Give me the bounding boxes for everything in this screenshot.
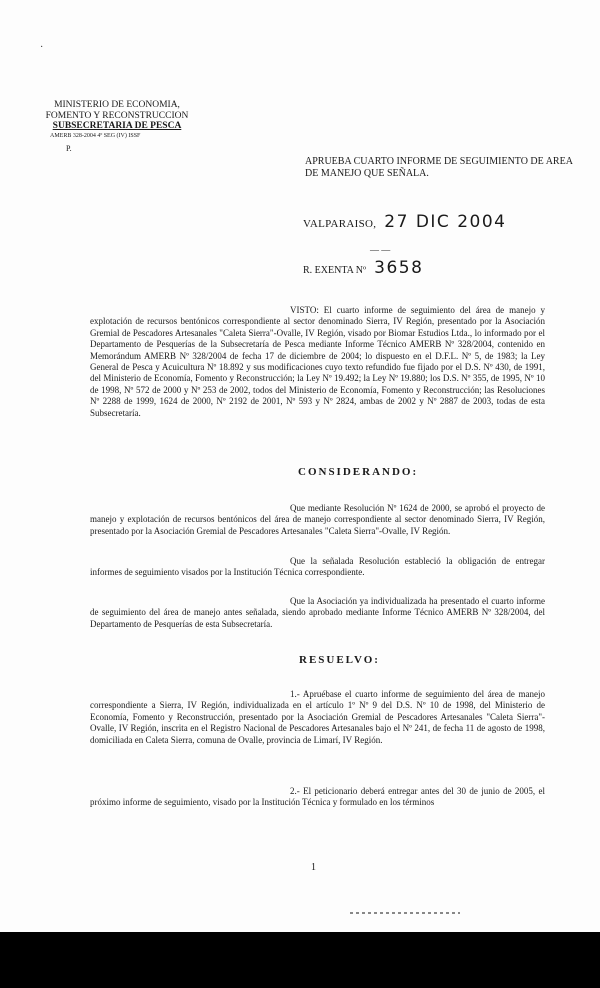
considerando-heading: CONSIDERANDO: <box>298 466 419 478</box>
document-subject: APRUEBA CUARTO INFORME DE SEGUIMIENTO DE AREA DE MANEJO QUE SEÑALA. <box>305 156 573 179</box>
date-stamp: 27 DIC 2004 <box>384 212 507 232</box>
scan-artifact <box>350 912 460 914</box>
ministry-line: MINISTERIO DE ECONOMIA, <box>54 100 180 110</box>
resuelvo-paragraph-1: 1.- Apruébase el cuarto informe de seguimiento del área de manejo correspondiente a Sierra, IV Región, individualizada en el artículo 1º Nº 9 del D.S. Nº 10 de 1998, del Ministerio de Economía, Fomento y Reconstrucción, presentado por la Asociación Gremial de Pescadores Artesanales "Caleta Sierra"-Ovalle, IV Región, inscrita en el Registro Nacional de Pescadores Artesanales bajo el Nº 241, de fecha 11 de agosto de 1998, domiciliada en Caleta Sierra, comuna de Ovalle, provincia de Limarí, IV Región. <box>90 689 545 745</box>
resuelvo-paragraph-2: 2.- El peticionario deberá entregar antes del 30 de junio de 2005, el próximo informe de seguimiento, visado por la Institución Técnica y formulado en los términos <box>90 786 545 808</box>
considerando-paragraph-3: Que la Asociación ya individualizada ha presentado el cuarto informe de seguimiento del área de manejo antes señalada, siendo aprobado mediante Informe Técnico AMERB Nº 328/2004, del Departamento de Pesquerías de esta Subsecretaría. <box>90 596 545 629</box>
initials-mark: P. <box>66 143 72 153</box>
subsecretaria-line: SUBSECRETARIA DE PESCA <box>52 121 182 131</box>
considerando-paragraph-2: Que la señalada Resolución estableció la obligación de entregar informes de seguimiento visados por la Institución Técnica correspondiente. <box>90 556 545 578</box>
stamp-dash: — — <box>370 245 391 255</box>
exenta-label: R. EXENTA Nº <box>303 265 367 276</box>
scan-speck: · <box>40 42 44 53</box>
date-line <box>303 212 506 232</box>
visto-paragraph: VISTO: El cuarto informe de seguimiento del área de manejo y explotación de recursos bentónicos correspondiente al sector denominado Sierra, IV Región, presentado por la Asociación Gremial de Pescadores Artesanales "Caleta Sierra"-Ovalle, IV Región, visado por Biomar Estudios Ltda., lo informado por el Departamento de Pesquerías de la Subsecretaría de Pesca mediante Informe Técnico AMERB Nº 328/2004, contenido en Memorándum AMERB Nº 328/2004 de fecha 17 de diciembre de 2004; lo dispuesto en el D.F.L. Nº 5, de 1983; la Ley General de Pesca y Acuicultura Nº 18.892 y sus modificaciones cuyo texto refundido fue fijado por el D.S. Nº 430, de 1991, del Ministerio de Economía, Fomento y Reconstrucción; la Ley Nº 19.492; la Ley Nº 19.880; los D.S. Nº 355, de 1995, Nº 10 de 1998, Nº 572 de 2000 y Nº 253 de 2002, todos del Ministerio de Economía, Fomento y Reconstrucción; las Resoluciones Nº 2288 de 1999, 1624 de 2000, Nº 2192 de 2001, Nº 593 y Nº 2824, ambas de 2002 y Nº 2887 de 2003, todas de esta Subsecretaría. <box>90 305 545 418</box>
ministry-line-2: FOMENTO Y RECONSTRUCCION <box>45 110 189 121</box>
page-number: 1 <box>311 862 316 873</box>
letterhead <box>42 100 192 154</box>
considerando-paragraph-1: Que mediante Resolución Nº 1624 de 2000, se aprobó el proyecto de manejo y explotación de recursos bentónicos del área de manejo correspondiente al sector denominado Sierra, IV Región, presentado por la Asociación Gremial de Pescadores Artesanales "Caleta Sierra"-Ovalle, IV Región. <box>90 503 545 536</box>
resolution-number-line <box>303 258 423 278</box>
exenta-number: 3658 <box>374 258 424 278</box>
reference-code: AMERB 328-2004 4º SEG (IV) ISSF <box>50 132 141 139</box>
place-label: VALPARAISO, <box>303 218 377 230</box>
resuelvo-heading: RESUELVO: <box>299 654 380 666</box>
